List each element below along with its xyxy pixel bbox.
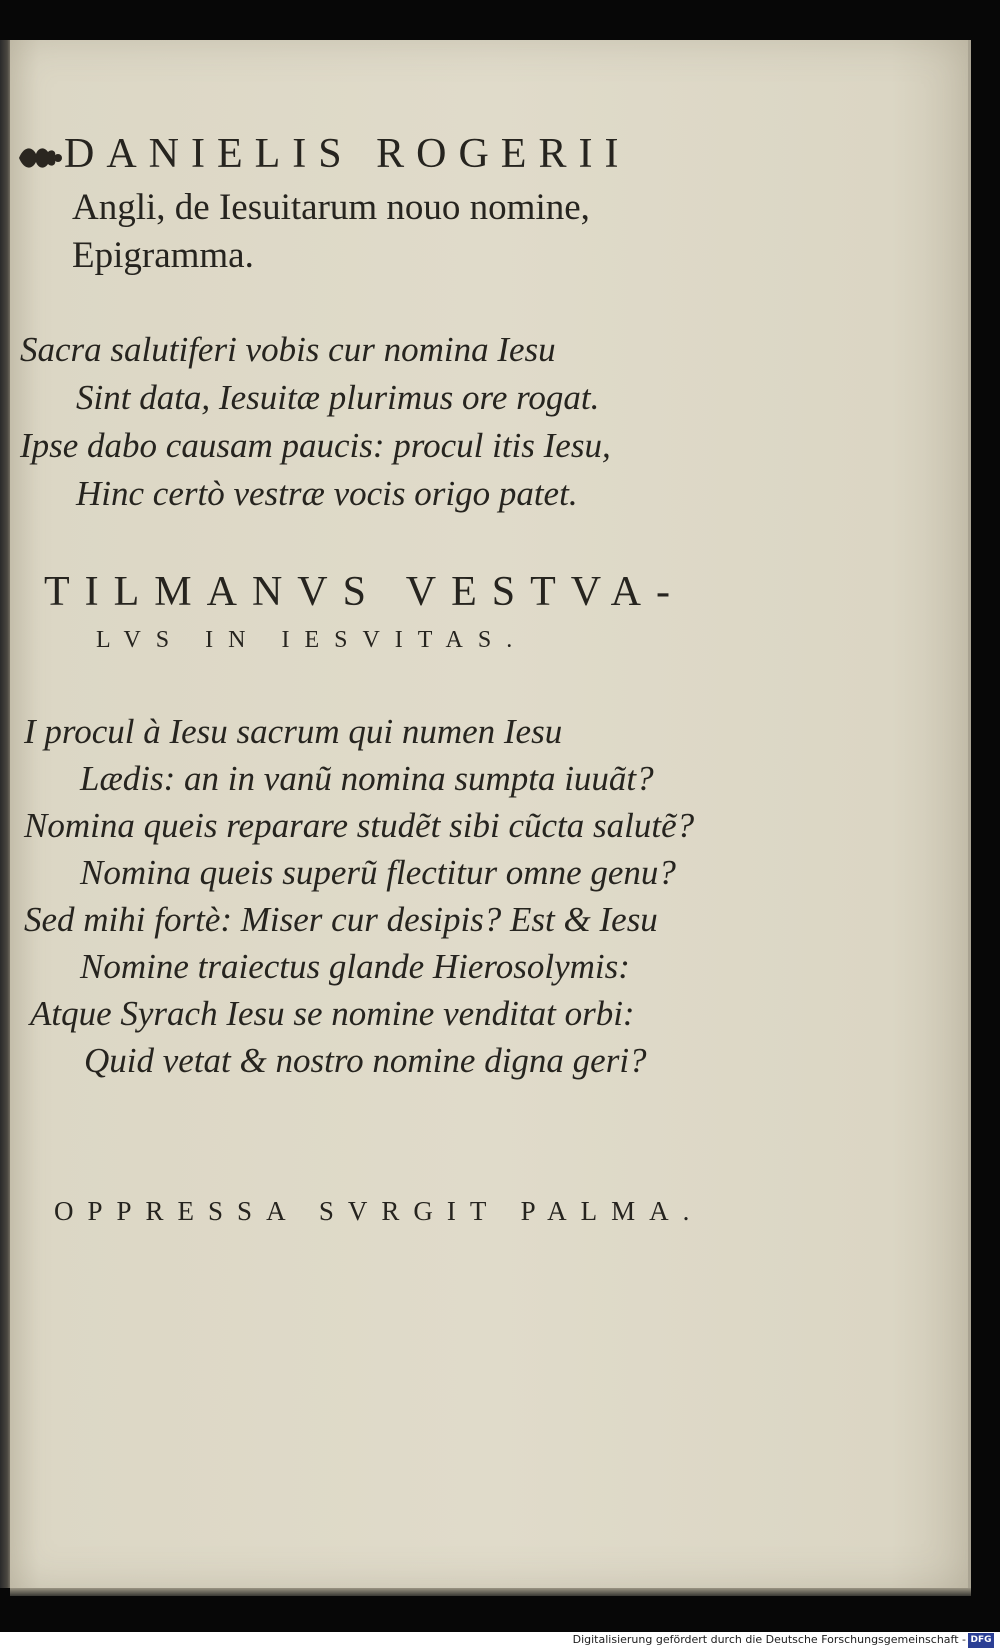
heading-second-author: TILMANVS VESTVA- bbox=[44, 569, 685, 615]
verse-line: Quid vetat & nostro nomine digna geri? bbox=[84, 1041, 647, 1080]
verse-line: Atque Syrach Iesu se nomine venditat orbi: bbox=[30, 994, 635, 1033]
heading-subtitle: Angli, de Iesuitarum nouo nomine, bbox=[72, 187, 590, 228]
verse-line: Hinc certò vestræ vocis origo patet. bbox=[76, 474, 578, 513]
verse-line: I procul à Iesu sacrum qui numen Iesu bbox=[24, 712, 563, 751]
verse-line: Sint data, Iesuitæ plurimus ore rogat. bbox=[76, 378, 600, 417]
verse-line: Nomina queis reparare studẽt sibi cũcta salutẽ? bbox=[24, 806, 695, 845]
heading-genre: Epigramma. bbox=[72, 235, 254, 276]
dfg-logo-icon: DFG bbox=[968, 1633, 994, 1648]
verse-line: Lædis: an in vanũ nomina sumpta iuuãt? bbox=[80, 759, 654, 798]
verse-line: Ipse dabo causam paucis: procul itis Iesu, bbox=[20, 426, 611, 465]
verse-line: Nomine traiectus glande Hierosolymis: bbox=[80, 947, 630, 986]
motto: OPPRESSA SVRGIT PALMA. bbox=[54, 1196, 704, 1226]
fleuron-ornament-icon bbox=[14, 138, 64, 178]
page-bottom-edge bbox=[10, 1588, 971, 1596]
heading-second-title: LVS IN IESVITAS. bbox=[96, 627, 528, 653]
verse-line: Nomina queis superũ flectitur omne genu? bbox=[80, 853, 676, 892]
funding-credit: Digitalisierung gefördert durch die Deutsche Forschungsgemeinschaft - bbox=[572, 1633, 966, 1646]
verse-line: Sed mihi fortè: Miser cur desipis? Est & Iesu bbox=[24, 900, 658, 939]
heading-author: DANIELIS ROGERII bbox=[64, 131, 631, 177]
verse-line: Sacra salutiferi vobis cur nomina Iesu bbox=[20, 330, 556, 369]
